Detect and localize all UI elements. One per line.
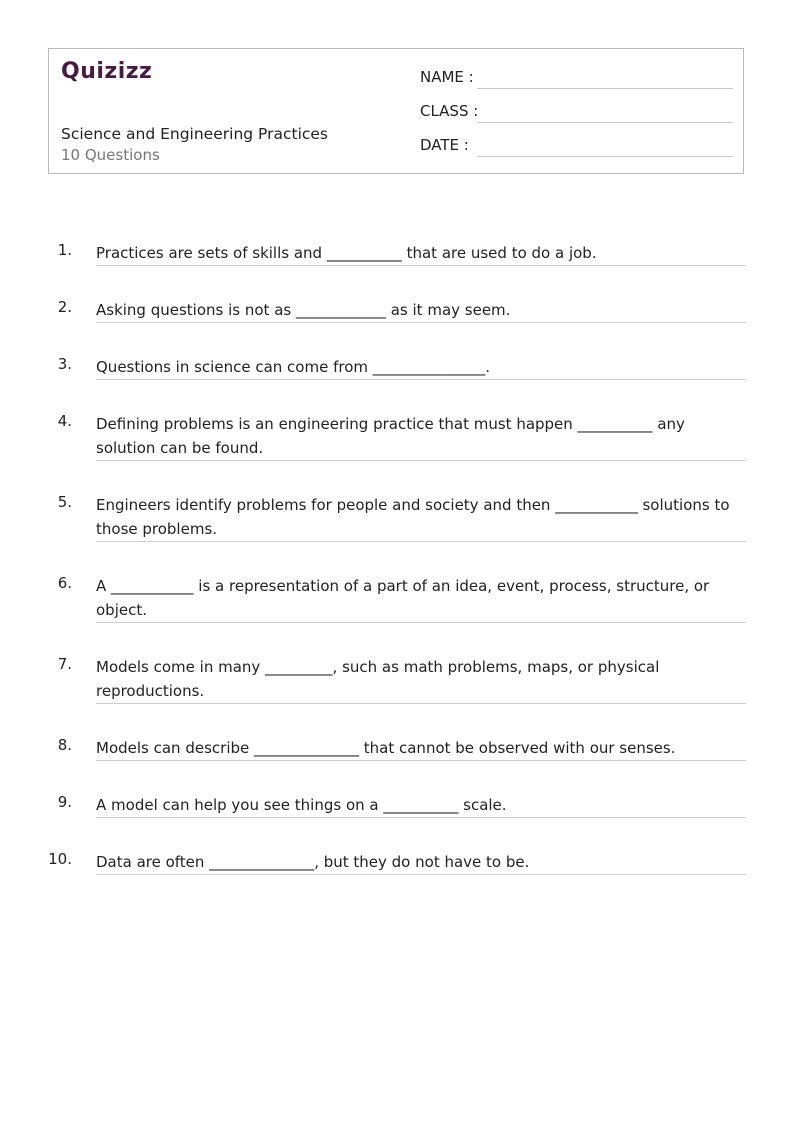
question-number: 8.: [57, 736, 72, 754]
date-line[interactable]: [477, 156, 733, 157]
question-number: 1.: [57, 241, 72, 259]
question-text: Data are often ______________, but they do not have to be.: [96, 850, 746, 875]
question-text: Questions in science can come from _______________.: [96, 355, 746, 380]
question-number: 3.: [57, 355, 72, 373]
question-number: 6.: [57, 574, 72, 592]
class-line[interactable]: [477, 122, 733, 123]
class-label: CLASS :: [420, 102, 479, 120]
worksheet-title: Science and Engineering Practices: [61, 125, 329, 143]
class-field[interactable]: [420, 102, 733, 124]
question-text: A ___________ is a representation of a part of an idea, event, process, structure, or object.: [96, 574, 746, 623]
question-text: Asking questions is not as ____________ as it may seem.: [96, 298, 746, 323]
question-count: 10 Questions: [61, 146, 160, 164]
name-field[interactable]: [420, 68, 733, 90]
question-number: 4.: [57, 412, 72, 430]
question-number: 10.: [48, 850, 72, 868]
question-number: 7.: [57, 655, 72, 673]
name-line[interactable]: [477, 88, 733, 89]
date-field[interactable]: [420, 136, 733, 158]
quizizz-logo: Quizizz: [61, 59, 153, 84]
question-number: 9.: [57, 793, 72, 811]
question-text: Models come in many _________, such as math problems, maps, or physical reproductions.: [96, 655, 746, 704]
question-text: Defining problems is an engineering practice that must happen __________ any solution can be found.: [96, 412, 746, 461]
question-text: Practices are sets of skills and __________ that are used to do a job.: [96, 241, 746, 266]
worksheet-header: [48, 48, 744, 174]
question-number: 5.: [57, 493, 72, 511]
question-number: 2.: [57, 298, 72, 316]
name-label: NAME :: [420, 68, 474, 86]
question-text: Models can describe ______________ that cannot be observed with our senses.: [96, 736, 746, 761]
question-text: Engineers identify problems for people and society and then ___________ solutions to those problems.: [96, 493, 746, 542]
date-label: DATE :: [420, 136, 469, 154]
question-text: A model can help you see things on a __________ scale.: [96, 793, 746, 818]
